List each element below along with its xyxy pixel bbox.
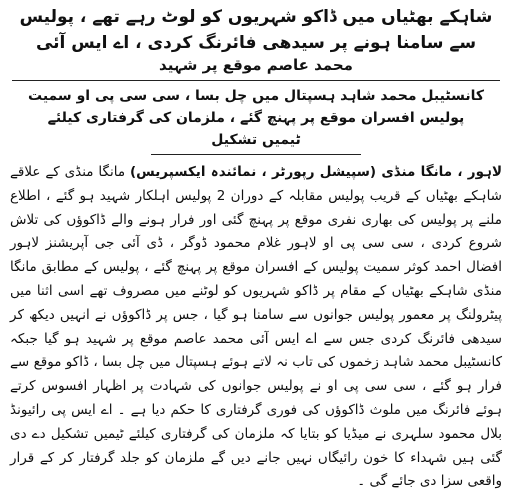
article-body: [10, 161, 502, 494]
article-text: مانگا منڈی کے علاقے شاہکے بھٹیاں کے قریب پولیس مقابلہ کے دوران 2 پولیس اہلکار شہید ہو گئے ، اطلاع ملنے پر پولیس کی بھاری نفری موقع پر پہنچ گئی اور فرار ہونے والے ڈاکوؤں کی تلاش شروع کردی ، سی سی پی او لاہور غلام محمود ڈوگر ، ڈی آئی جی آپریشنز لاہور افضال احمد کوثر سمیت پولیس کے افسران موقع پر پہنچ گئے ، پولیس کے مطابق مانگا منڈی شاہکے بھٹیاں کے مقام پر ڈاکو شہریوں کو لوٹنے میں مصروف تھے اسی اثنا میں پیٹرولنگ پر معمور پولیس جوانوں سے سامنا ہو گیا ، جس پر ڈاکوؤں نے انہیں دیکھ کر سیدھی فائرنگ کردی جس سے اے ایس آئی محمد عاصم موقع پر شہید ہو گیا جبکہ کانسٹیبل محمد شاہد زخموں کی تاب نہ لاتے ہوئے ہسپتال میں چل بسا ، ڈاکو موقع سے فرار ہو گئے ، سی سی پی او نے پولیس جوانوں کی شہادت پر اظہار افسوس کرتے ہوئے فائرنگ میں ملوث ڈاکوؤں کی فوری گرفتاری کا حکم دیا ہے ۔ اے ایس پی رائیونڈ بلال محمود سلہری نے میڈیا کو بتایا کہ ملزمان کی گرفتاری کیلئے ٹیمیں تشکیل دے دی گئی ہیں شہداء کا خون رائیگاں نہیں جانے دیں گے ملزمان کو جلد گرفتار کر کے قرار واقعی سزا دی جائے گی ۔: [10, 164, 502, 490]
headline-continuation: محمد عاصم موقع پر شہید: [159, 56, 353, 74]
divider-short: [151, 154, 361, 155]
subheading-continuation: ٹیمیں تشکیل: [211, 132, 301, 148]
dateline: لاہور ، مانگا منڈی (سپیشل رپورٹر ، نمائندہ ایکسپریس): [129, 164, 502, 180]
divider-top: [12, 80, 500, 81]
headline: شاہکے بھٹیاں میں ڈاکو شہریوں کو لوٹ رہے تھے ، پولیس سے سامنا ہونے پر سیدھی فائرنگ کردی ، اے ایس آئی: [19, 7, 493, 53]
subheading: کانسٹیبل محمد شاہد ہسپتال میں چل بسا ، سی سی پی او سمیت پولیس افسران موقع پر پہنچ گئے ، ملزمان کی گرفتاری کیلئے: [28, 88, 484, 126]
